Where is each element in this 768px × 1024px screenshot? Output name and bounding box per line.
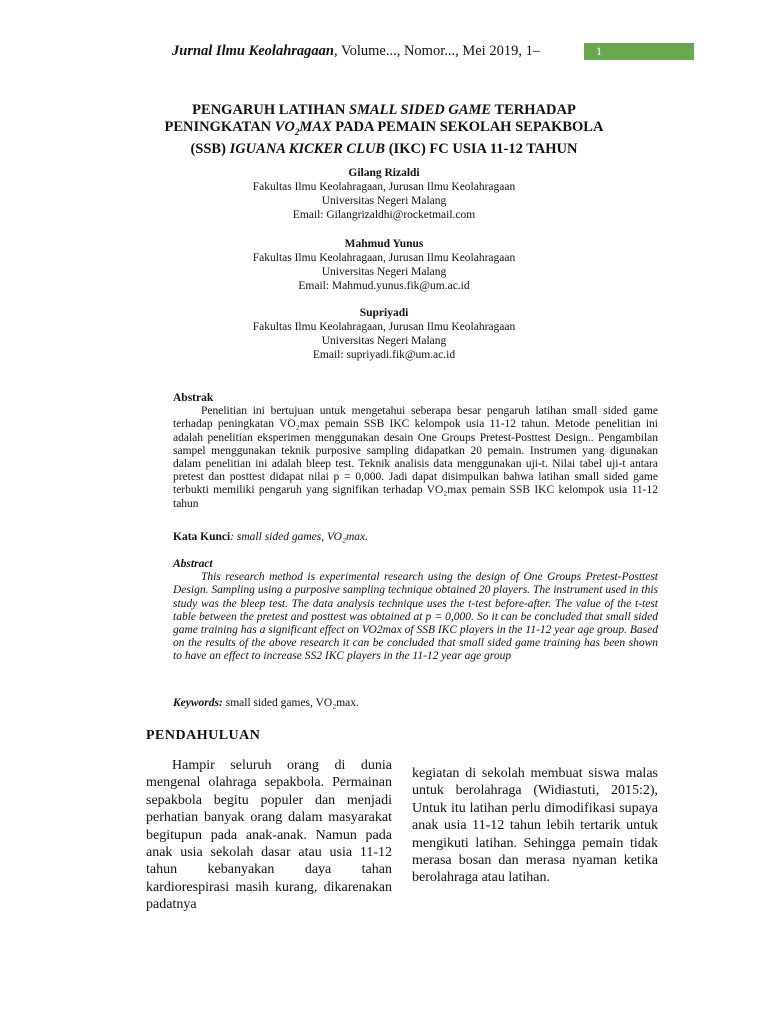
abstrak-heading: Abstrak [173,392,214,404]
author-dept: Fakultas Ilmu Keolahragaan, Jurusan Ilmu Keolahragaan [252,252,516,264]
title-text: SMALL SIDED GAME [349,102,492,118]
abstract-body: This research method is experimental research using the design of One Groups Pretest-Posttest Design. Sampling using a purposive sampling technique obtained 20 players. The instrument used in this study was the bleep test. The data analysis technique uses the t-test before-after. The value of the t-test table between the pretest and posttest was obtained at p = 0,000. So it can be concluded that small sided game training has a significant effect on VO2max of SSB IKC players in the 11-12 year age group. Based on the results of the above research it can be concluded that small sided game training has been shown to have an effect to increase SS2 IKC players in the 11-12 year age group [173,571,658,663]
journal-issue: , Volume..., Nomor..., Mei 2019, 1– [333,43,541,59]
author-univ: Universitas Negeri Malang [321,335,447,347]
kata-kunci-value: : small sided games, VO₂max. [230,531,368,543]
title-text: MAX [299,119,332,135]
author-email: Email: supriyadi.fik@um.ac.id [312,349,456,361]
title-text: (SSB) [190,140,230,157]
abstract-heading: Abstract [173,558,213,570]
title-text: TERHADAP [491,102,576,118]
abstrak-section [173,392,658,511]
kata-kunci-label: Kata Kunci [173,531,231,543]
title-subscript: 2 [294,126,300,137]
author-name: Supriyadi [359,307,409,319]
author-univ: Universitas Negeri Malang [321,266,447,278]
abstrak-body: Penelitian ini bertujuan untuk mengetahui seberapa besar pengaruh latihan small sided game terhadap peningkatan VO₂max pemain SSB IKC kelompok usia 11-12 tahun. Metode penelitian ini adalah penelitian eksperimen menggunakan desain One Groups Pretest-Posttest Design.. Pengambilan sampel menggunakan teknik purposive sampling didapatkan 20 pemain. Instrumen yang digunakan dalam penelitian ini adalah bleep test. Teknik analisis data menggunakan uji-t. Nilai tabel uji-t antara pretest dan posttest didapat nilai p = 0,000. Jadi dapat disimpulkan bahwa latihan small sided game terbukti memiliki pengaruh yang signifikan terhadap VO₂max pemain SSB IKC kelompok usia 11-12 tahun [173,405,658,510]
body-column-left [146,757,392,914]
body-paragraph: Hampir seluruh orang di dunia mengenal olahraga sepakbola. Permainan sepakbola begitu populer dan menjadi perhatian banyak orang dalam masyarakat begitupun pada anak-anak. Namun pada anak usia sekolah dasar atau usia 11-12 tahun kebanyakan daya tahan kardiorespirasi masih kurang, dikarenakan padatnya [146,758,392,913]
body-column-right [412,765,658,887]
title-text: IGUANA KICKER CLUB [229,140,386,157]
keywords-label: Keywords: [173,697,223,709]
journal-header [172,43,592,60]
page-number-badge: 1 [584,43,694,60]
author-block [150,166,618,222]
author-dept: Fakultas Ilmu Keolahragaan, Jurusan Ilmu Keolahragaan [252,321,516,333]
journal-name: Jurnal Ilmu Keolahragaan [172,43,334,59]
title-text: (IKC) FC USIA 11-12 TAHUN [385,140,578,157]
section-heading: PENDAHULUAN [146,728,261,743]
keywords [173,697,658,709]
author-email: Email: Gilangrizaldhi@rocketmail.com [292,209,476,221]
author-block [150,306,618,362]
title-text: PENGARUH LATIHAN [192,102,349,118]
title-text: PADA PEMAIN SEKOLAH SEPAKBOLA [331,119,604,135]
author-univ: Universitas Negeri Malang [321,195,447,207]
author-block [150,237,618,293]
author-email: Email: Mahmud.yunus.fik@um.ac.id [298,280,470,292]
author-dept: Fakultas Ilmu Keolahragaan, Jurusan Ilmu Keolahragaan [252,181,516,193]
kata-kunci [173,531,658,543]
author-name: Mahmud Yunus [344,238,424,250]
abstract-section [173,558,658,664]
title-text: PENINGKATAN [164,119,275,135]
title-text: VO [274,119,295,135]
body-paragraph: kegiatan di sekolah membuat siswa malas untuk berolahraga (Widiastuti, 2015:2), Untuk itu latihan perlu dimodifikasi supaya anak usia 11-12 tahun lebih tertarik untuk mengikuti latihan. Sehingga pemain tidak merasa bosan dan merasa nyaman ketika berolahraga atau latihan. [412,766,658,886]
keywords-value: small sided games, VO₂max. [222,697,359,709]
author-name: Gilang Rizaldi [348,167,420,179]
paper-title [150,102,618,158]
